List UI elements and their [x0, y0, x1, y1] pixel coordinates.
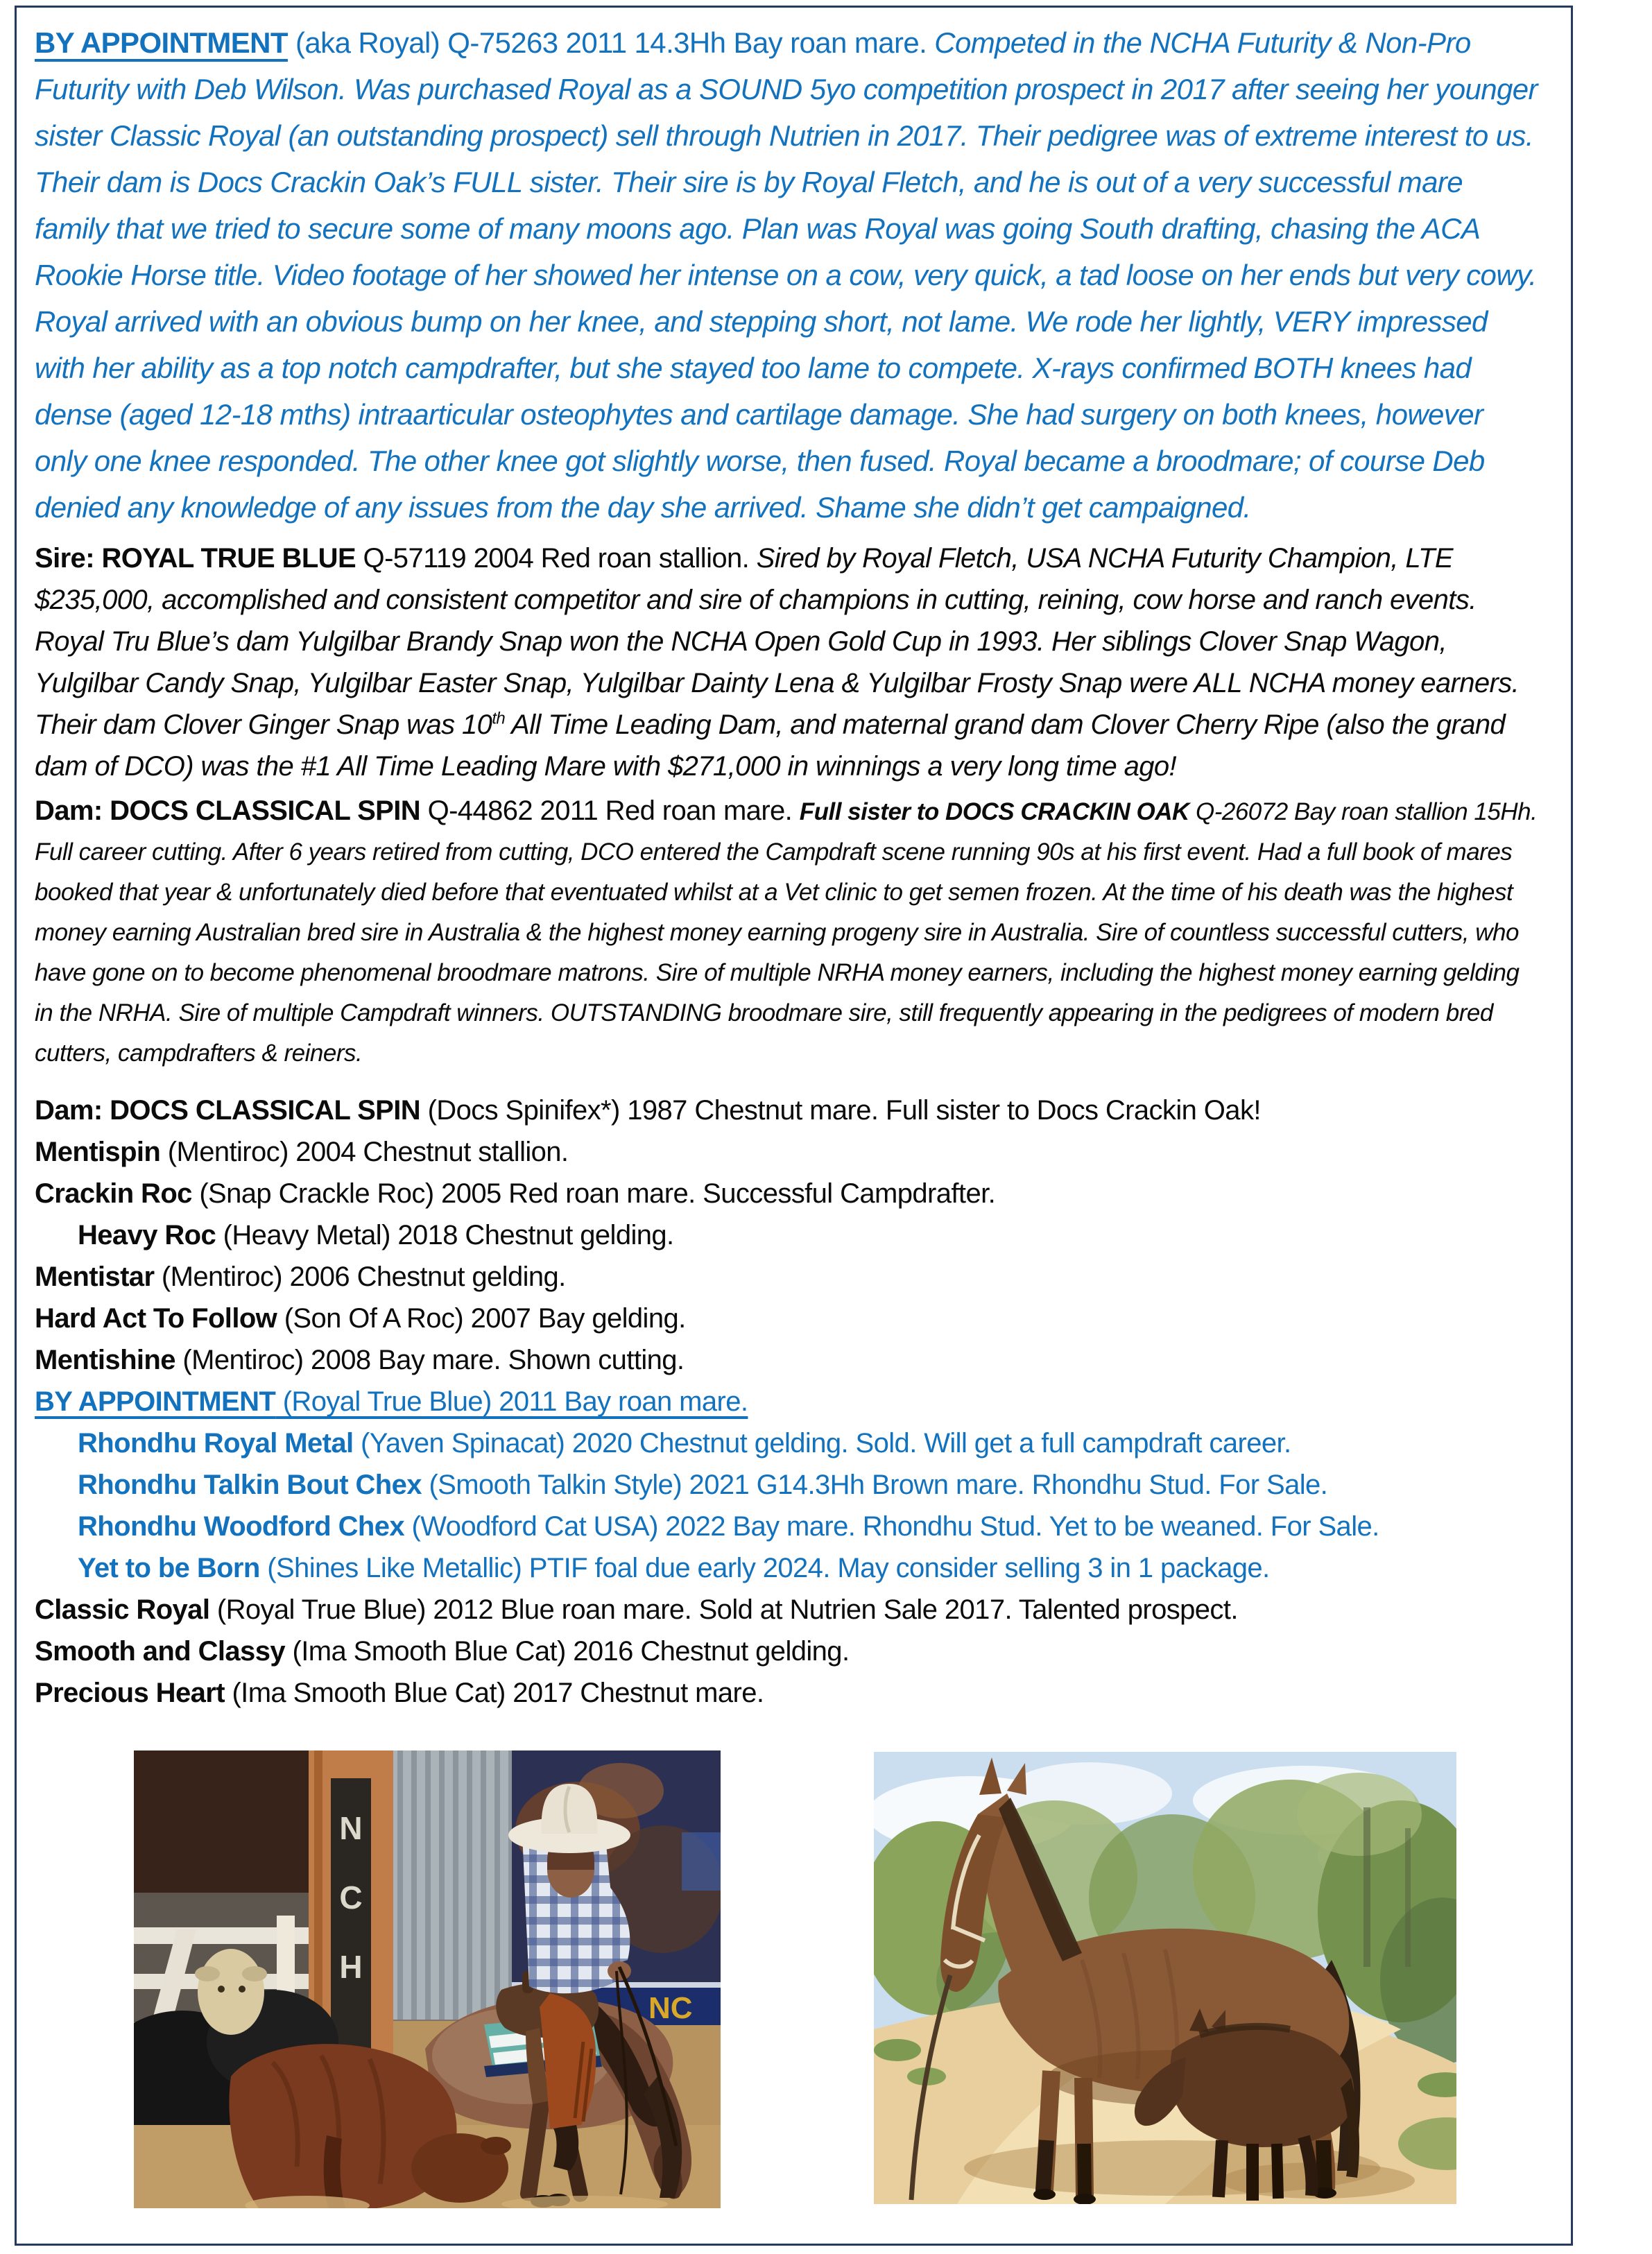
progeny-details: (Ima Smooth Blue Cat) 2016 Chestnut gelding. [285, 1636, 850, 1667]
horse-name-heading: BY APPOINTMENT [35, 26, 288, 59]
progeny-details: (Ima Smooth Blue Cat) 2017 Chestnut mare. [224, 1678, 764, 1708]
cutting-photo-illustration [134, 1750, 721, 2208]
progeny-name: BY APPOINTMENT [35, 1386, 276, 1417]
sire-paragraph [35, 537, 1540, 787]
progeny-details: (Snap Crackle Roc) 2005 Red roan mare. Successful Campdrafter. [191, 1178, 996, 1209]
progeny-item [35, 1547, 1540, 1589]
progeny-item [35, 1214, 1540, 1256]
progeny-item [35, 1672, 1540, 1714]
progeny-details: (Smooth Talkin Style) 2021 G14.3Hh Brown mare. Rhondhu Stud. For Sale. [421, 1470, 1328, 1500]
sign-letter-n: N [339, 1810, 363, 1846]
progeny-name: Crackin Roc [35, 1178, 192, 1209]
dam-registration: Q-44862 2011 Red roan mare. [420, 795, 800, 826]
progeny-name: Rhondhu Royal Metal [78, 1428, 354, 1459]
sign-letter-c: C [339, 1879, 363, 1916]
progeny-name: Rhondhu Talkin Bout Chex [78, 1470, 422, 1500]
progeny-details: (Mentiroc) 2004 Chestnut stallion. [160, 1137, 569, 1167]
progeny-item-by-appointment [35, 1381, 1540, 1422]
progeny-name: Mentistar [35, 1262, 155, 1292]
sign-letter-h: H [339, 1949, 363, 1985]
photo-row [0, 1750, 1652, 2208]
document-content [35, 19, 1540, 1714]
sire-description-2: All Time Leading Dam, and maternal grand dam Clover Cherry Ripe (also the grand dam of DCO) was the #1 All Time Leading Mare with $271,000 in winnings a very long time ago! [35, 709, 1506, 782]
intro-description: Competed in the NCHA Futurity & Non-Pro Futurity with Deb Wilson. Was purchased Royal as a SOUND 5yo competition prospect in 2017 after seeing her younger sister Classic Royal (an outstanding prospect) sell through Nutrien in 2017. Their pedigree was of extreme interest to us. Their dam is Docs Crackin Oak’s FULL sister. Their sire is by Royal Fletch, and he is out of a very successful mare family that we tried to secure some of many moons ago. Plan was Royal was going South drafting, chasing the ACA Rookie Horse title. Video footage of her showed her intense on a cow, very quick, a tad loose on her ends but very cowy. Royal arrived with an obvious bump on her knee, and stepping short, not lame. We rode her lightly, VERY impressed with her ability as a top notch campdrafter, but she stayed too lame to compete. X-rays confirmed BOTH knees had dense (aged 12-18 mths) intraarticular osteophytes and cartilage damage. She had surgery on both knees, however only one knee responded. The other knee got slightly worse, then fused. Royal became a broodmare; of course Deb denied any knowledge of any issues from the day she arrived. Shame she didn’t get campaigned. [35, 26, 1538, 524]
progeny-details: (Mentiroc) 2008 Bay mare. Shown cutting. [175, 1345, 685, 1375]
progeny-details: (Mentiroc) 2006 Chestnut gelding. [154, 1262, 566, 1292]
corrugated-panel [390, 1750, 519, 2020]
intro-registration: (aka Royal) Q-75263 2011 14.3Hh Bay roan mare. [287, 26, 935, 59]
progeny-name: Hard Act To Follow [35, 1303, 277, 1334]
progeny-item [35, 1339, 1540, 1381]
sire-description-1: Sired by Royal Fletch, USA NCHA Futurity Champion, LTE $235,000, accomplished and consistent competitor and sire of champions in cutting, reining, cow horse and ranch events. Royal Tru Blue’s dam Yulgilbar Brandy Snap won the NCHA Open Gold Cup in 1993. Her siblings Clover Snap Wagon, Yulgilbar Candy Snap, Yulgilbar Easter Snap, Yulgilbar Dainty Lena & Yulgilbar Frosty Snap were ALL NCHA money earners. Their dam Clover Ginger Snap was 10 [35, 543, 1520, 740]
progeny-details: (Heavy Metal) 2018 Chestnut gelding. [216, 1220, 674, 1250]
progeny-item [35, 1631, 1540, 1672]
dam-description: Q-26072 Bay roan stallion 15Hh. Full career cutting. After 6 years retired from cutting, DCO entered the Campdraft scene running 90s at his first event. Had a full book of mares booked that year & unfortunately died before that eventuated whilst at a Vet clinic to get semen frozen. At the time of his death was the highest money earning Australian bred sire in Australia & the highest money earning progeny sire in Australia. Sire of countless successful cutters, who have gone on to become phenomenal broodmare matrons. Sire of multiple NRHA money earners, including the highest money earning gelding in the NRHA. Sire of multiple Campdraft winners. OUTSTANDING broodmare sire, still frequently appearing in the pedigrees of modern bred cutters, campdrafters & reiners. [35, 798, 1538, 1067]
progeny-item [35, 1131, 1540, 1173]
photo-cutting-scene [134, 1750, 721, 2208]
intro-paragraph [35, 19, 1540, 531]
progeny-name: Precious Heart [35, 1678, 225, 1708]
progeny-name: Classic Royal [35, 1594, 210, 1625]
dam-name: Dam: DOCS CLASSICAL SPIN [35, 795, 421, 826]
progeny-item [35, 1506, 1540, 1547]
dam-full-sister-note: Full sister to DOCS CRACKIN OAK [799, 798, 1189, 825]
progeny-details: (Docs Spinifex*) 1987 Chestnut mare. Full sister to Docs Crackin Oak! [420, 1095, 1261, 1126]
dam-paragraph [35, 791, 1540, 1073]
dark-wall [134, 1750, 314, 1900]
progeny-item [35, 1464, 1540, 1506]
progeny-details: (Woodford Cat USA) 2022 Bay mare. Rhondhu Stud. Yet to be weaned. For Sale. [404, 1511, 1379, 1542]
progeny-item [35, 1090, 1540, 1131]
progeny-details: (Shines Like Metallic) PTIF foal due early 2024. May consider selling 3 in 1 package. [259, 1553, 1270, 1583]
progeny-details: (Royal True Blue) 2011 Bay roan mare. [275, 1386, 748, 1417]
progeny-name: Dam: DOCS CLASSICAL SPIN [35, 1095, 421, 1126]
photo-mare-and-foal [874, 1752, 1456, 2204]
banner-letters: NC [648, 1991, 693, 2025]
progeny-item [35, 1298, 1540, 1339]
mare-foal-photo-illustration [874, 1752, 1456, 2204]
underlined-line [35, 1386, 748, 1417]
progeny-name: Heavy Roc [78, 1220, 216, 1250]
ordinal-superscript: th [492, 709, 506, 728]
sire-registration: Q-57119 2004 Red roan stallion. [356, 543, 757, 574]
progeny-item [35, 1173, 1540, 1214]
progeny-details: (Son Of A Roc) 2007 Bay gelding. [277, 1303, 686, 1334]
progeny-name: Yet to be Born [78, 1553, 260, 1583]
progeny-details: (Yaven Spinacat) 2020 Chestnut gelding. Sold. Will get a full campdraft career. [353, 1428, 1291, 1459]
progeny-item [35, 1589, 1540, 1631]
progeny-name: Rhondhu Woodford Chex [78, 1511, 405, 1542]
progeny-details: (Royal True Blue) 2012 Blue roan mare. Sold at Nutrien Sale 2017. Talented prospect. [209, 1594, 1238, 1625]
sire-name: Sire: ROYAL TRUE BLUE [35, 543, 356, 574]
progeny-name: Smooth and Classy [35, 1636, 285, 1667]
progeny-name: Mentishine [35, 1345, 175, 1375]
progeny-name: Mentispin [35, 1137, 161, 1167]
progeny-item [35, 1256, 1540, 1298]
progeny-item [35, 1422, 1540, 1464]
